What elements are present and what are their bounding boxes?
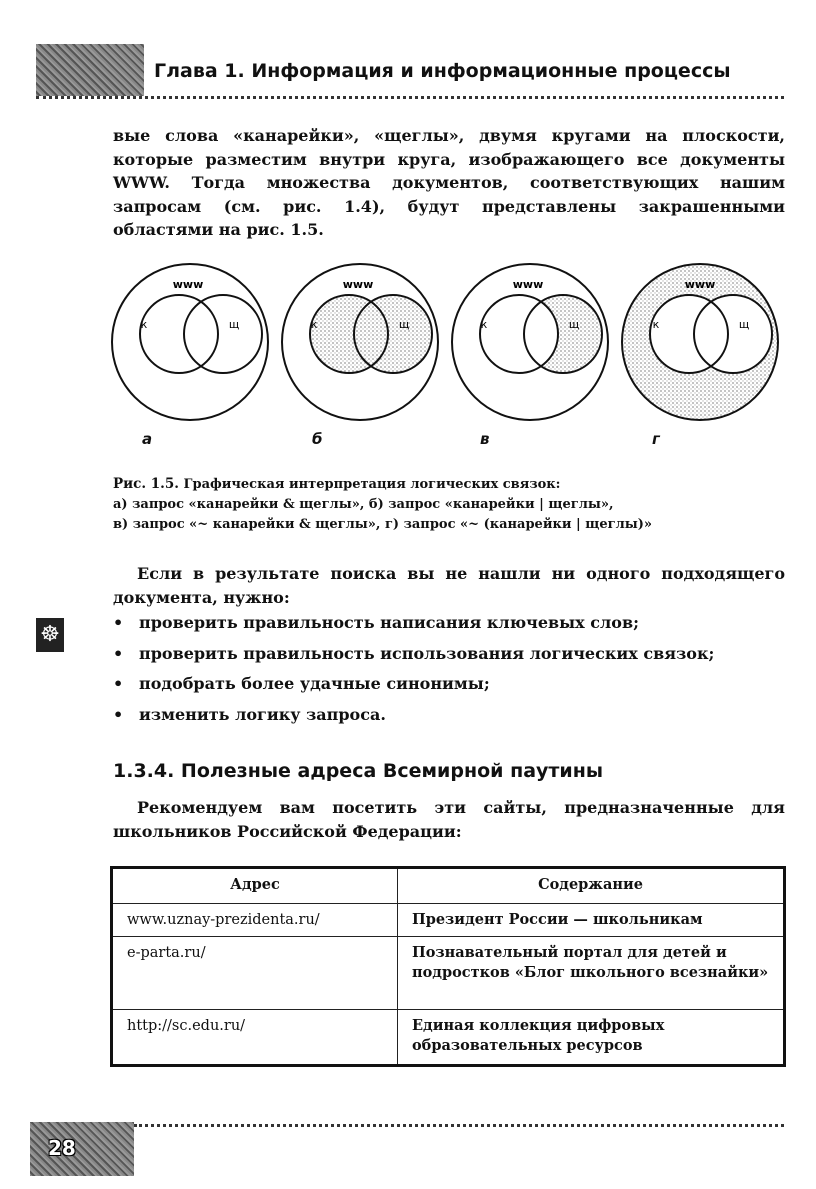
figure-letter-a: а [142,430,153,448]
search-paragraph: Если в результате поиска вы не нашли ни одного подходящего документа, нужно: [113,564,785,607]
venn-figure [108,262,788,422]
list-item: • проверить правильность использования логических связок; [113,642,714,673]
site-address[interactable]: www.uznay-prezidenta.ru/ [112,904,398,937]
footer-rule [134,1124,784,1127]
sites-table [110,866,786,1067]
ship-wheel-icon: ☸ [36,618,64,652]
caption-text: Графическая интерпретация логических связок: [183,477,561,492]
header-address: Адрес [112,868,398,904]
table-row [112,904,785,937]
page-number: 28 [48,1136,76,1160]
venn-a-shch-label: щ [228,318,240,331]
venn-c-k-label: к [480,318,488,331]
site-content: Президент России — школьникам [398,904,785,937]
figure-letter-c: в [480,430,490,448]
venn-c-www-label: www [512,278,544,291]
section-paragraph: Рекомендуем вам посетить эти сайты, предназначенные для школьников Российской Федерации: [113,798,785,841]
venn-d [622,264,778,420]
list-item: • подобрать более удачные синонимы; [113,672,714,703]
chapter-title: Глава 1. Информация и информационные процессы [154,60,731,82]
caption-line-3: в) запрос «~ канарейки & щеглы», г) запрос «~ (канарейки | щеглы)» [113,517,653,532]
table-row [112,1010,785,1066]
site-address[interactable]: http://sc.edu.ru/ [112,1010,398,1066]
footer-decor-block [30,1122,134,1176]
venn-b-shch-label: щ [398,318,410,331]
venn-b-k-label: к [310,318,318,331]
venn-a [112,264,268,420]
caption-title: Рис. 1.5. [113,476,179,492]
site-content: Единая коллекция цифровых образовательных ресурсов [398,1010,785,1066]
site-address[interactable]: e-parta.ru/ [112,937,398,1010]
venn-c [452,264,608,420]
header-rule [36,96,784,99]
list-item: • проверить правильность написания ключевых слов; [113,611,714,642]
list-item: • изменить логику запроса. [113,703,714,734]
figure-letter-d: г [652,430,660,448]
site-content: Познавательный портал для детей и подростков «Блог школьного всезнайки» [398,937,785,1010]
venn-c-shch-label: щ [568,318,580,331]
header-decor-block [36,44,144,96]
section-title: 1.3.4. Полезные адреса Всемирной паутины [113,760,604,782]
caption-line-2: а) запрос «канарейки & щеглы», б) запрос «канарейки | щеглы», [113,497,614,512]
venn-d-k-label: к [652,318,660,331]
venn-b-www-label: www [342,278,374,291]
venn-d-shch-label: щ [738,318,750,331]
venn-a-k-label: к [140,318,148,331]
venn-b [282,264,438,420]
table-row [112,937,785,1010]
advice-list [113,611,714,733]
venn-d-www-label: www [684,278,716,291]
figure-letter-b: б [312,430,323,448]
venn-a-www-label: www [172,278,204,291]
header-content: Содержание [398,868,785,904]
figure-caption [113,474,793,535]
intro-paragraph: вые слова «канарейки», «щеглы», двумя кругами на плоскости, которые разместим внутри круга, изображающего все документы WWW. Тогда множества документов, соответствующих нашим запросам (см. рис. 1.4), будут представлены закрашенными областями на рис. 1.5. [113,126,785,239]
table-header-row [112,868,785,904]
